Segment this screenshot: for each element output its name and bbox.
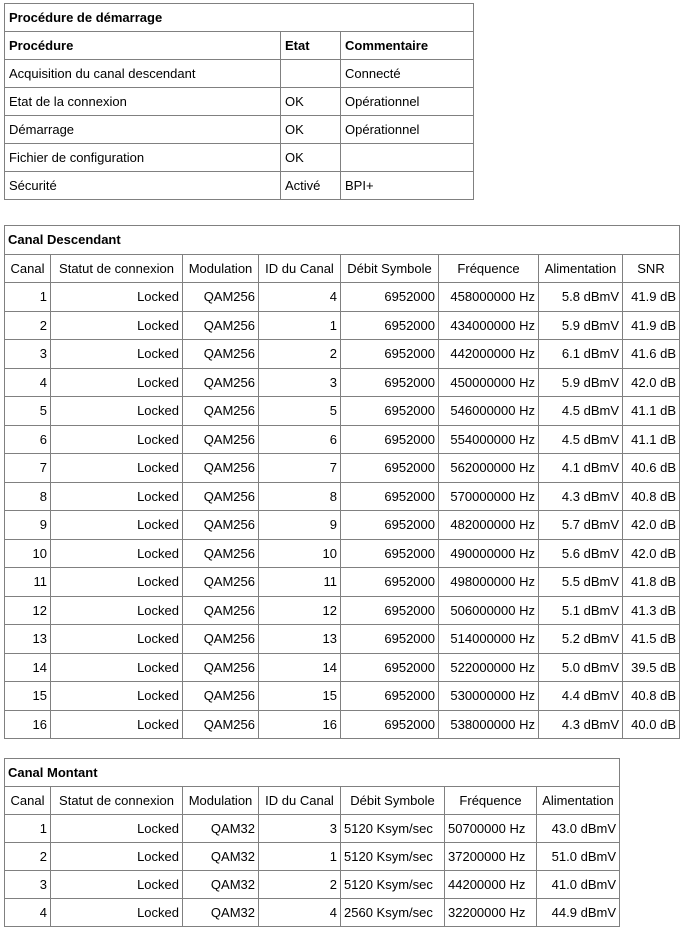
table-cell: 498000000 Hz [439,568,539,597]
table-cell: 41.0 dBmV [537,871,620,899]
table-row [5,710,680,739]
table-cell: 6952000 [341,311,439,340]
table-row [5,653,680,682]
table-cell: 13 [5,625,51,654]
table-row [5,60,474,88]
table-cell: 5120 Ksym/sec [341,843,445,871]
table-row [5,283,680,312]
table-cell: 3 [259,368,341,397]
table-cell: 1 [259,311,341,340]
table-cell: 6952000 [341,710,439,739]
column-header: Débit Symbole [341,254,439,283]
table-row [5,625,680,654]
table-cell: QAM256 [183,397,259,426]
startup-procedure-table [4,3,474,200]
table-row [5,340,680,369]
table-cell: 3 [5,871,51,899]
cell-procedure: Fichier de configuration [5,144,281,172]
column-header: Canal [5,254,51,283]
table-row [5,88,474,116]
table-cell: 4.3 dBmV [539,482,623,511]
table-cell: 6 [5,425,51,454]
table-cell: 4 [259,899,341,927]
table-row [5,568,680,597]
table-cell: 1 [5,815,51,843]
table-cell: 4 [259,283,341,312]
cell-procedure: Acquisition du canal descendant [5,60,281,88]
table-cell: 3 [259,815,341,843]
table-cell: 5.6 dBmV [539,539,623,568]
table-cell: 5120 Ksym/sec [341,871,445,899]
table-cell: 6952000 [341,397,439,426]
table-cell: 4.3 dBmV [539,710,623,739]
table-cell: 41.6 dB [623,340,680,369]
table-cell: 12 [259,596,341,625]
table-cell: Locked [51,368,183,397]
header-row [5,787,620,815]
cell-commentaire: Opérationnel [341,88,474,116]
header-row [5,32,474,60]
table-cell: QAM256 [183,283,259,312]
table-cell: 9 [5,511,51,540]
table-cell: QAM256 [183,653,259,682]
cell-commentaire: BPI+ [341,172,474,200]
table-cell: 37200000 Hz [445,843,537,871]
table-cell: QAM32 [183,899,259,927]
table-cell: QAM256 [183,368,259,397]
column-header: SNR [623,254,680,283]
table-cell: 14 [5,653,51,682]
table-cell: Locked [51,843,183,871]
table-cell: 5.8 dBmV [539,283,623,312]
table-cell: 6 [259,425,341,454]
table-cell: 514000000 Hz [439,625,539,654]
table-cell: 6952000 [341,539,439,568]
table-cell: 458000000 Hz [439,283,539,312]
table-cell: 522000000 Hz [439,653,539,682]
table-cell: QAM256 [183,596,259,625]
table-cell: 5.2 dBmV [539,625,623,654]
table-cell: 40.0 dB [623,710,680,739]
table-cell: Locked [51,283,183,312]
column-header: Procédure [5,32,281,60]
table-cell: Locked [51,899,183,927]
table-cell: 4.4 dBmV [539,682,623,711]
table-cell: Locked [51,815,183,843]
table-cell: 16 [259,710,341,739]
table-cell: 40.8 dB [623,682,680,711]
table-row [5,843,620,871]
table-row [5,682,680,711]
table-cell: Locked [51,568,183,597]
table-cell: 546000000 Hz [439,397,539,426]
table-cell: 11 [5,568,51,597]
table-cell: 4.1 dBmV [539,454,623,483]
table-cell: QAM256 [183,539,259,568]
column-header: Alimentation [539,254,623,283]
column-header: ID du Canal [259,787,341,815]
table-row [5,815,620,843]
table-cell: 6952000 [341,596,439,625]
table-cell: 42.0 dB [623,511,680,540]
table-cell: 14 [259,653,341,682]
table-cell: 530000000 Hz [439,682,539,711]
table-cell: 6952000 [341,340,439,369]
table-cell: 1 [259,843,341,871]
table-cell: 450000000 Hz [439,368,539,397]
table-cell: Locked [51,625,183,654]
table-cell: 6952000 [341,511,439,540]
table-cell: Locked [51,710,183,739]
column-header: Modulation [183,254,259,283]
table-cell: 554000000 Hz [439,425,539,454]
table-cell: 6952000 [341,625,439,654]
table-cell: 2560 Ksym/sec [341,899,445,927]
table-cell: 7 [259,454,341,483]
table-cell: 2 [5,311,51,340]
table-cell: Locked [51,340,183,369]
table-title: Procédure de démarrage [5,4,474,32]
table-row [5,899,620,927]
table-title: Canal Descendant [5,226,680,255]
column-header: Commentaire [341,32,474,60]
table-cell: Locked [51,511,183,540]
table-cell: 4 [5,899,51,927]
table-cell: 6952000 [341,568,439,597]
table-cell: 6952000 [341,368,439,397]
table-cell: 3 [5,340,51,369]
column-header: Fréquence [439,254,539,283]
table-cell: 6952000 [341,482,439,511]
table-cell: 15 [259,682,341,711]
cell-etat: Activé [281,172,341,200]
cell-etat: OK [281,116,341,144]
table-cell: 39.5 dB [623,653,680,682]
table-cell: 44200000 Hz [445,871,537,899]
cell-commentaire: Connecté [341,60,474,88]
table-cell: 2 [259,340,341,369]
table-cell: 8 [5,482,51,511]
table-cell: QAM256 [183,482,259,511]
table-cell: 50700000 Hz [445,815,537,843]
table-cell: 41.3 dB [623,596,680,625]
table-cell: 6952000 [341,682,439,711]
table-cell: Locked [51,425,183,454]
table-cell: QAM256 [183,710,259,739]
table-cell: 10 [5,539,51,568]
table-cell: 13 [259,625,341,654]
table-cell: Locked [51,482,183,511]
table-cell: QAM256 [183,311,259,340]
table-cell: 1 [5,283,51,312]
table-cell: Locked [51,653,183,682]
table-cell: Locked [51,454,183,483]
table-cell: 5120 Ksym/sec [341,815,445,843]
table-cell: Locked [51,539,183,568]
table-row [5,482,680,511]
table-cell: Locked [51,682,183,711]
column-header: Alimentation [537,787,620,815]
table-cell: 40.8 dB [623,482,680,511]
table-cell: 15 [5,682,51,711]
cell-etat: OK [281,88,341,116]
table-row [5,596,680,625]
column-header: Statut de connexion [51,787,183,815]
table-cell: 5.0 dBmV [539,653,623,682]
table-cell: 490000000 Hz [439,539,539,568]
table-row [5,172,474,200]
table-cell: QAM256 [183,682,259,711]
table-row [5,511,680,540]
table-cell: 51.0 dBmV [537,843,620,871]
table-cell: 570000000 Hz [439,482,539,511]
upstream-channel-table [4,758,620,927]
cell-procedure: Démarrage [5,116,281,144]
table-cell: 11 [259,568,341,597]
table-cell: 43.0 dBmV [537,815,620,843]
table-cell: 6952000 [341,653,439,682]
table-cell: 5 [5,397,51,426]
table-cell: 2 [5,843,51,871]
table-row [5,425,680,454]
table-cell: 506000000 Hz [439,596,539,625]
table-row [5,116,474,144]
table-cell: QAM32 [183,843,259,871]
table-title: Canal Montant [5,759,620,787]
table-cell: 10 [259,539,341,568]
column-header: Débit Symbole [341,787,445,815]
table-cell: Locked [51,596,183,625]
table-cell: 5.1 dBmV [539,596,623,625]
table-cell: QAM256 [183,511,259,540]
table-cell: 41.9 dB [623,311,680,340]
table-cell: 41.8 dB [623,568,680,597]
table-row [5,539,680,568]
table-cell: QAM32 [183,871,259,899]
table-cell: 32200000 Hz [445,899,537,927]
table-cell: 7 [5,454,51,483]
table-row [5,397,680,426]
table-cell: 562000000 Hz [439,454,539,483]
table-cell: 41.1 dB [623,397,680,426]
table-row [5,871,620,899]
table-cell: QAM256 [183,340,259,369]
table-cell: 6952000 [341,283,439,312]
table-cell: 12 [5,596,51,625]
table-cell: 5.9 dBmV [539,368,623,397]
column-header: Statut de connexion [51,254,183,283]
table-cell: 6952000 [341,425,439,454]
table-cell: QAM256 [183,625,259,654]
table-row [5,311,680,340]
table-cell: 6.1 dBmV [539,340,623,369]
table-cell: Locked [51,311,183,340]
table-cell: QAM256 [183,568,259,597]
table-cell: 4.5 dBmV [539,425,623,454]
table-cell: 41.9 dB [623,283,680,312]
cell-etat: OK [281,144,341,172]
table-row [5,368,680,397]
table-cell: 41.1 dB [623,425,680,454]
table-cell: 4.5 dBmV [539,397,623,426]
table-cell: 442000000 Hz [439,340,539,369]
table-cell: QAM256 [183,454,259,483]
table-cell: 5 [259,397,341,426]
table-cell: 9 [259,511,341,540]
table-cell: 16 [5,710,51,739]
column-header: Etat [281,32,341,60]
table-cell: 6952000 [341,454,439,483]
table-cell: Locked [51,397,183,426]
downstream-channel-table [4,225,680,739]
table-cell: 4 [5,368,51,397]
table-cell: 40.6 dB [623,454,680,483]
table-cell: 44.9 dBmV [537,899,620,927]
cell-commentaire: Opérationnel [341,116,474,144]
table-cell: 2 [259,871,341,899]
column-header: Canal [5,787,51,815]
table-cell: 434000000 Hz [439,311,539,340]
cell-commentaire [341,144,474,172]
table-cell: 42.0 dB [623,539,680,568]
column-header: Modulation [183,787,259,815]
table-cell: 5.5 dBmV [539,568,623,597]
table-cell: QAM256 [183,425,259,454]
table-row [5,454,680,483]
cell-procedure: Sécurité [5,172,281,200]
cell-procedure: Etat de la connexion [5,88,281,116]
header-row [5,254,680,283]
table-cell: 538000000 Hz [439,710,539,739]
table-row [5,144,474,172]
column-header: ID du Canal [259,254,341,283]
table-cell: 482000000 Hz [439,511,539,540]
table-cell: 5.9 dBmV [539,311,623,340]
column-header: Fréquence [445,787,537,815]
table-cell: 42.0 dB [623,368,680,397]
table-cell: 5.7 dBmV [539,511,623,540]
table-cell: QAM32 [183,815,259,843]
table-cell: 41.5 dB [623,625,680,654]
cell-etat [281,60,341,88]
table-cell: Locked [51,871,183,899]
table-cell: 8 [259,482,341,511]
